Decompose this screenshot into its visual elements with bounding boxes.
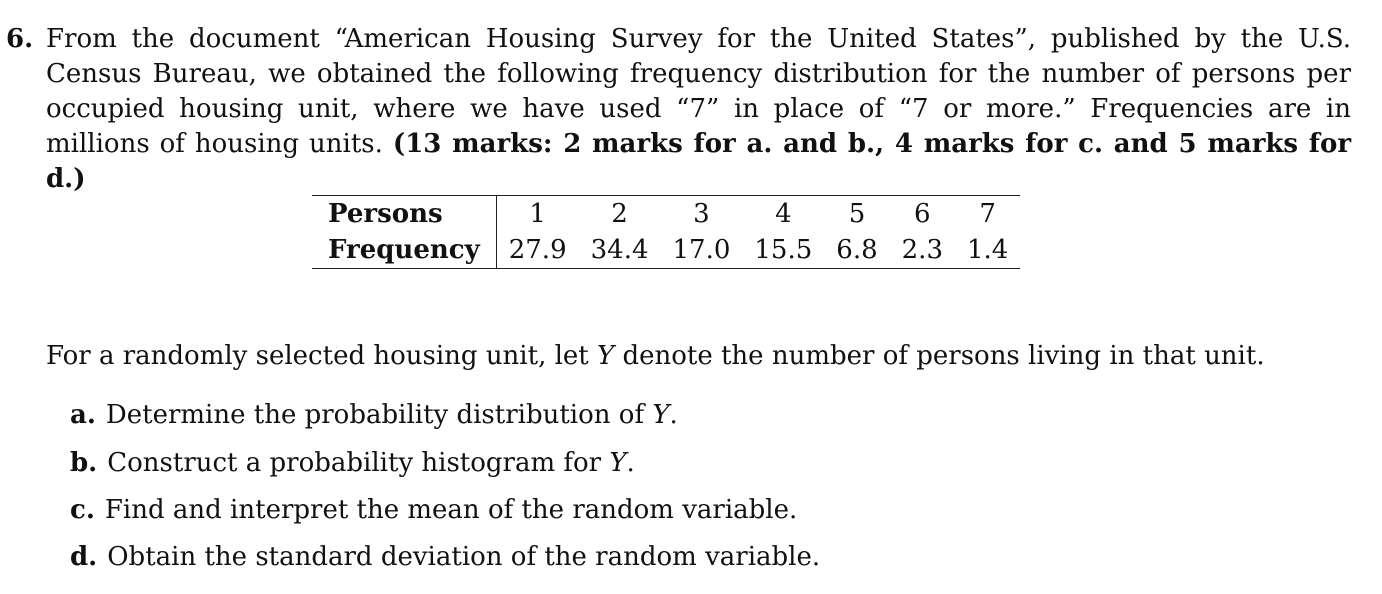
frequency-row [312,232,1020,269]
marks-note: (13 marks: 2 marks for a. and b., 4 marks for c. and 5 marks for d.) [46,129,1352,194]
part-c [70,493,797,528]
intro-text-start: For a randomly selected housing unit, let [46,341,598,371]
part-text: Construct a probability histogram for [107,448,610,478]
frequency-header: Frequency [312,232,496,269]
persons-cell: 6 [890,196,955,233]
frequency-cell: 27.9 [496,232,578,269]
frequency-cell: 6.8 [824,232,889,269]
part-label: c. [70,495,95,525]
question-body: From the document “American Housing Survey for the United States”, published by the U.S. Census Bureau, we obtained the following frequency distribution for the number of persons per occupied housing unit, where we have used “7” in place of “7 or more.” Frequencies are in millions of housing units. [46,24,1351,159]
persons-row [312,196,1020,233]
part-label: d. [70,542,98,572]
part-end: . [669,400,678,430]
part-d [70,540,820,575]
part-b [70,446,635,481]
frequency-cell: 1.4 [955,232,1020,269]
persons-cell: 4 [742,196,824,233]
part-text: Obtain the standard deviation of the random variable. [107,542,821,572]
question-number: 6. [6,24,34,54]
frequency-cell: 17.0 [661,232,743,269]
frequency-cell: 2.3 [890,232,955,269]
question-block [6,22,1351,197]
persons-cell: 1 [496,196,578,233]
question-text [46,22,1351,197]
frequency-cell: 15.5 [742,232,824,269]
persons-cell: 2 [579,196,661,233]
part-end: . [626,448,635,478]
persons-cell: 3 [661,196,743,233]
part-text: Find and interpret the mean of the random variable. [104,495,798,525]
variable-y: Y [652,400,670,430]
part-label: b. [70,448,98,478]
persons-header: Persons [312,196,496,233]
part-label: a. [70,400,96,430]
persons-cell: 7 [955,196,1020,233]
intro-sentence [46,339,1265,374]
part-text: Determine the probability distribution of [105,400,653,430]
frequency-cell: 34.4 [579,232,661,269]
intro-text-end: denote the number of persons living in that unit. [614,341,1265,371]
frequency-table [312,195,1020,269]
persons-cell: 5 [824,196,889,233]
variable-y: Y [609,448,627,478]
part-a [70,398,678,433]
variable-y: Y [597,341,615,371]
